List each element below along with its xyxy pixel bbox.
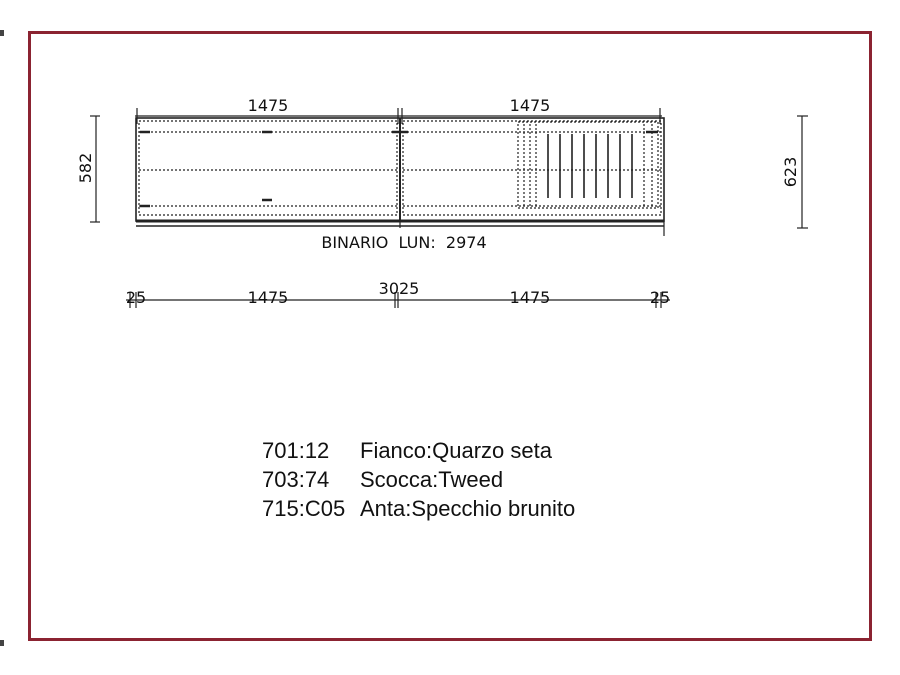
legend-row: [262, 436, 575, 465]
left-height-label: 582: [76, 152, 95, 184]
right-height-label: 623: [781, 156, 800, 188]
legend-description: Fianco:Quarzo seta: [360, 438, 552, 463]
legend-code: 715:C05: [262, 496, 346, 521]
rail-length-label: BINARIO LUN: 2974: [321, 233, 487, 252]
top-right-width-label: 1475: [509, 96, 551, 115]
legend-row: [262, 465, 575, 494]
legend-description: Anta:Specchio brunito: [360, 496, 576, 521]
top-left-width-label: 1475: [247, 96, 289, 115]
bottom-left-panel-label: 1475: [247, 288, 289, 307]
legend-row: [262, 494, 575, 523]
slat-drawer: [518, 122, 658, 208]
bottom-left-end-label: 25: [125, 288, 147, 307]
right-door-panel: [403, 121, 661, 215]
material-legend: [262, 436, 575, 523]
legend-code: 701:12: [262, 438, 330, 463]
bottom-right-end-label: 25: [649, 288, 671, 307]
bottom-right-panel-label: 1475: [509, 288, 551, 307]
legend-code: 703:74: [262, 467, 330, 492]
legend-description: Scocca:Tweed: [360, 467, 504, 492]
total-width-label: 3025: [378, 279, 420, 298]
